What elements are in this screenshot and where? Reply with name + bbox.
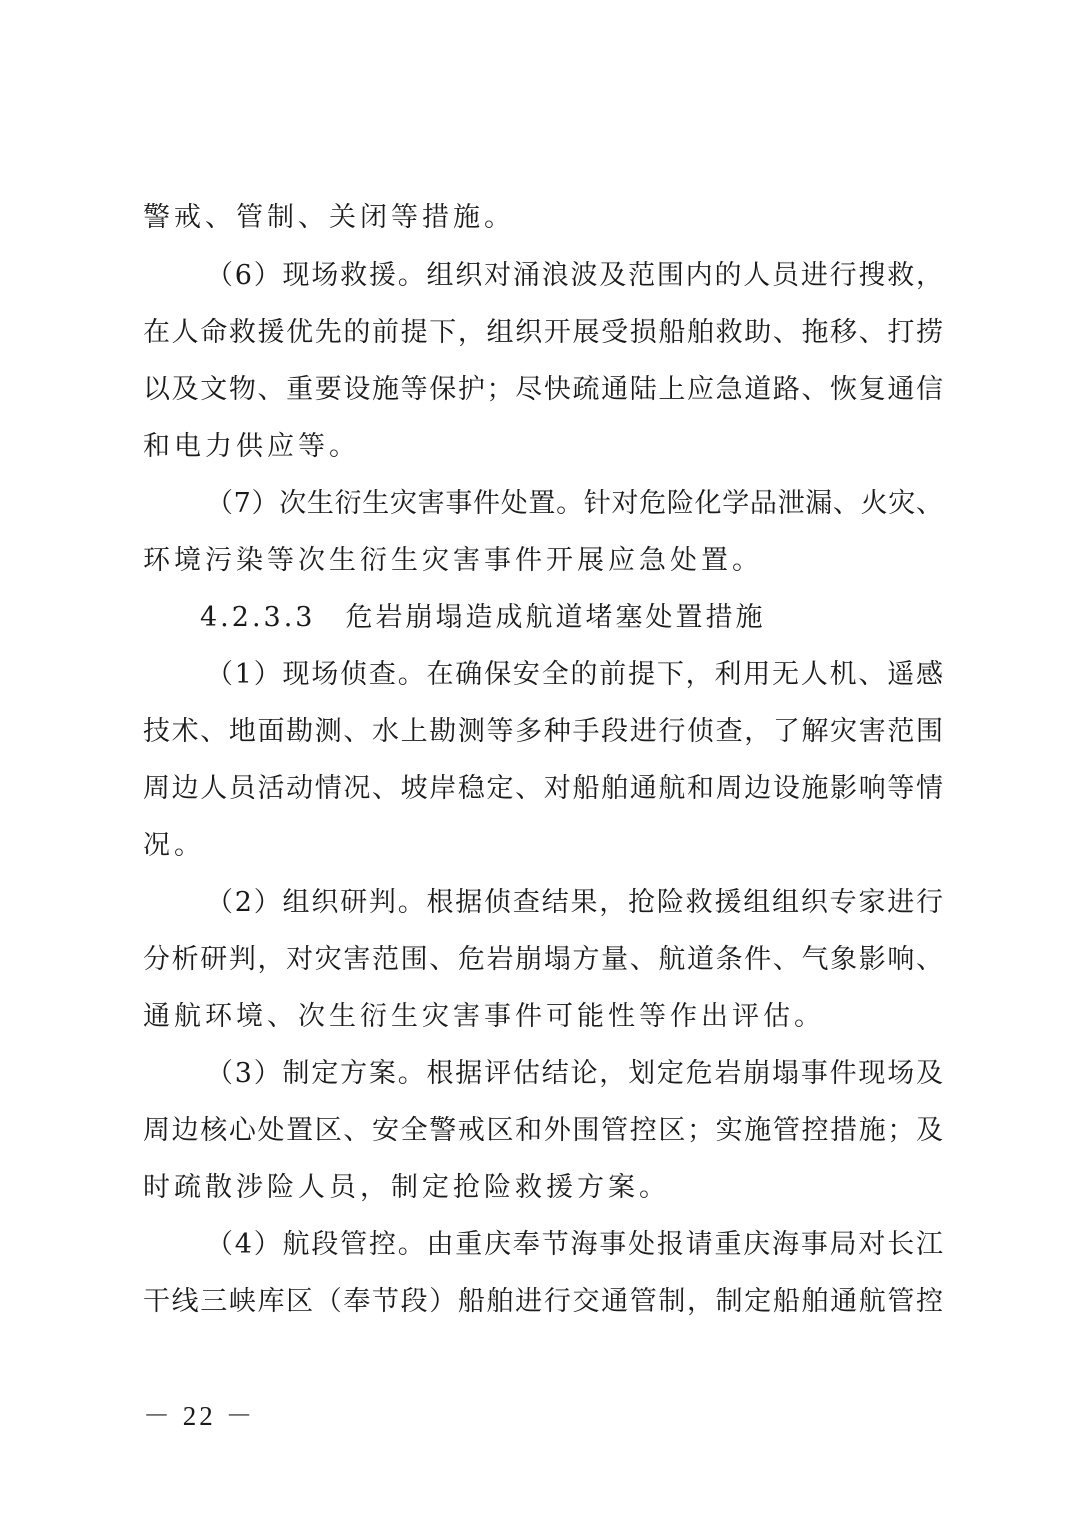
paragraph-3-line: （3）制定方案。根据评估结论，划定危岩崩塌事件现场及 xyxy=(206,1058,943,1089)
text-line: 分析研判，对灾害范围、危岩崩塌方量、航道条件、气象影响、 xyxy=(143,944,943,975)
paragraph-7-line: （7）次生衍生灾害事件处置。针对危险化学品泄漏、火灾、 xyxy=(206,488,943,519)
text-line: 技术、地面勘测、水上勘测等多种手段进行侦查，了解灾害范围 xyxy=(143,716,943,747)
text-line: 周边人员活动情况、坡岸稳定、对船舶通航和周边设施影响等情 xyxy=(143,773,943,804)
paragraph-1-line: （1）现场侦查。在确保安全的前提下，利用无人机、遥感 xyxy=(206,659,943,690)
paragraph-4-line: （4）航段管控。由重庆奉节海事处报请重庆海事局对长江 xyxy=(206,1229,943,1260)
text-line: 通航环境、次生衍生灾害事件可能性等作出评估。 xyxy=(143,1001,825,1032)
text-line: 环境污染等次生衍生灾害事件开展应急处置。 xyxy=(143,545,763,576)
text-line: 况。 xyxy=(143,830,205,861)
text-line: 警戒、管制、关闭等措施。 xyxy=(143,202,515,233)
page-number: － 22 － xyxy=(143,1401,256,1431)
text-line: 以及文物、重要设施等保护；尽快疏通陆上应急道路、恢复通信 xyxy=(143,374,943,405)
text-line: 在人命救援优先的前提下，组织开展受损船舶救助、拖移、打捞 xyxy=(143,317,943,348)
paragraph-2-line: （2）组织研判。根据侦查结果，抢险救援组组织专家进行 xyxy=(206,887,943,918)
section-heading: 4.2.3.3 危岩崩塌造成航道堵塞处置措施 xyxy=(200,602,766,633)
text-line: 干线三峡库区（奉节段）船舶进行交通管制，制定船舶通航管控 xyxy=(143,1286,943,1317)
paragraph-6-line: （6）现场救援。组织对涌浪波及范围内的人员进行搜救， xyxy=(206,260,943,291)
text-line: 时疏散涉险人员，制定抢险救援方案。 xyxy=(143,1172,670,1203)
text-line: 和电力供应等。 xyxy=(143,431,360,462)
text-line: 周边核心处置区、安全警戒区和外围管控区；实施管控措施；及 xyxy=(143,1115,943,1146)
